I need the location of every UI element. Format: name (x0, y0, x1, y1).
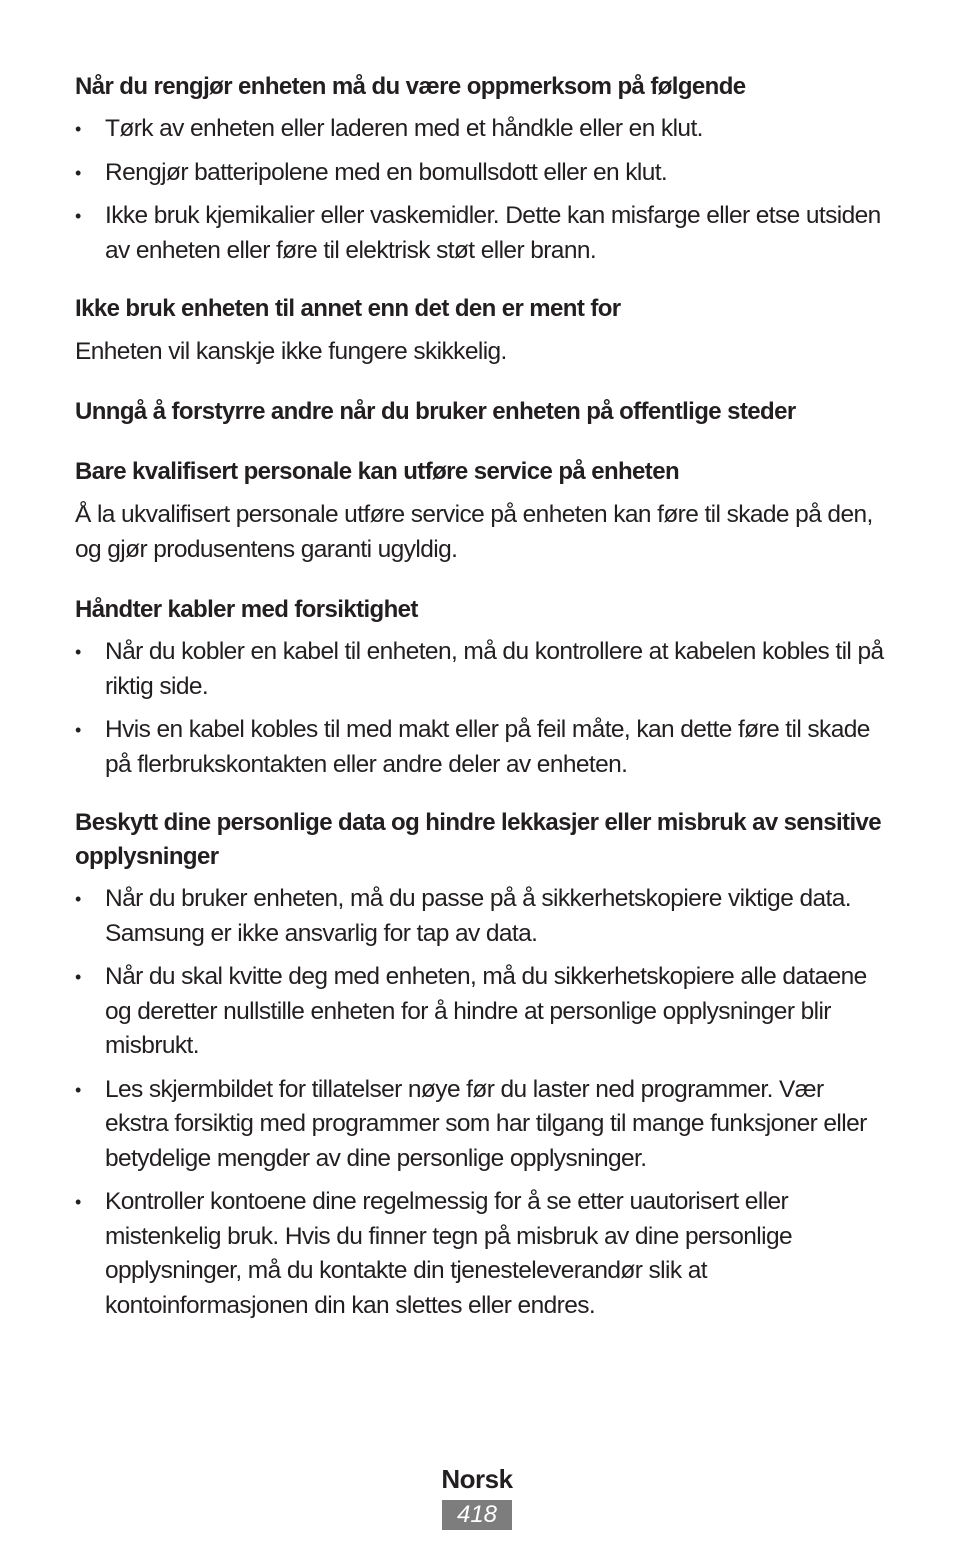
section-heading: Håndter kabler med forsiktighet (75, 596, 418, 623)
footer-language: Norsk (441, 1464, 513, 1494)
list-item-text: Les skjermbildet for tillatelser nøye før du laster ned programmer. Vær ekstra forsiktig med programmer som har tilgang til mange funksjoner eller betydelige mengder av dine personlige opplysninger. (105, 1075, 867, 1172)
list-item-text: Kontroller kontoene dine regelmessig for å se etter uautorisert eller mistenkelig bruk. Hvis du finner tegn på misbruk av dine personlige opplysninger, må du kontakte din tjenesteleverandør slik at kontoinformasjonen din kan slettes eller endres. (105, 1188, 793, 1319)
page-footer (0, 1462, 954, 1530)
list-item (75, 112, 885, 147)
list-item (75, 156, 885, 191)
list-item-text: Hvis en kabel kobles til med makt eller på feil måte, kan dette føre til skade på flerbrukskontakten eller andre deler av enheten. (105, 716, 870, 778)
list-item (75, 1073, 885, 1177)
bullet-list (75, 882, 885, 1323)
list-item-text: Tørk av enheten eller laderen med et håndkle eller en klut. (105, 115, 703, 142)
section-heading: Bare kvalifisert personale kan utføre service på enheten (75, 458, 680, 485)
bullet-icon: • (75, 206, 81, 226)
section-heading: Når du rengjør enheten må du være oppmerksom på følgende (75, 73, 746, 100)
list-item-text: Rengjør batteripolene med en bomullsdott eller en klut. (105, 158, 668, 186)
section-public-places (75, 395, 885, 429)
list-item (75, 199, 885, 268)
list-item (75, 713, 885, 782)
section-personal-data (75, 806, 885, 1323)
section-cables (75, 593, 885, 782)
bullet-icon: • (75, 162, 81, 183)
bullet-list (75, 112, 885, 268)
section-heading: Beskytt dine personlige data og hindre lekkasjer eller misbruk av sensitive opplysninger (75, 809, 882, 870)
bullet-icon: • (75, 889, 81, 909)
bullet-icon: • (75, 1079, 81, 1100)
bullet-icon: • (75, 720, 81, 740)
section-heading: Ikke bruk enheten til annet enn det den er ment for (75, 295, 621, 322)
list-item-text: Når du bruker enheten, må du passe på å sikkerhetskopiere viktige data. Samsung er ikke ansvarlig for tap av data. (105, 885, 851, 947)
list-item-text: Ikke bruk kjemikalier eller vaskemidler. Dette kan misfarge eller etse utsiden av enheten eller føre til elektrisk støt eller brann. (105, 202, 881, 264)
page-number-badge: 418 (442, 1500, 512, 1530)
bullet-icon: • (75, 642, 81, 662)
bullet-icon: • (75, 119, 81, 139)
list-item-text: Når du skal kvitte deg med enheten, må du sikkerhetskopiere alle dataene og deretter nullstille enheten for å hindre at personlige opplysninger blir misbrukt. (105, 963, 867, 1059)
list-item (75, 960, 885, 1064)
bullet-list (75, 635, 885, 782)
section-heading: Unngå å forstyrre andre når du bruker enheten på offentlige steder (75, 398, 796, 425)
bullet-icon: • (75, 1192, 81, 1212)
list-item (75, 1185, 885, 1323)
section-cleaning (75, 70, 885, 268)
page-content (75, 70, 885, 1349)
section-paragraph: Enheten vil kanskje ikke fungere skikkelig. (75, 338, 507, 365)
list-item (75, 635, 885, 704)
list-item (75, 882, 885, 951)
section-paragraph: Å la ukvalifisert personale utføre service på enheten kan føre til skade på den, og gjør produsentens garanti ugyldig. (75, 501, 873, 563)
bullet-icon: • (75, 967, 81, 987)
list-item-text: Når du kobler en kabel til enheten, må du kontrollere at kabelen kobles til på riktig side. (105, 638, 884, 700)
section-intended-use (75, 292, 885, 369)
section-qualified-service (75, 455, 885, 567)
